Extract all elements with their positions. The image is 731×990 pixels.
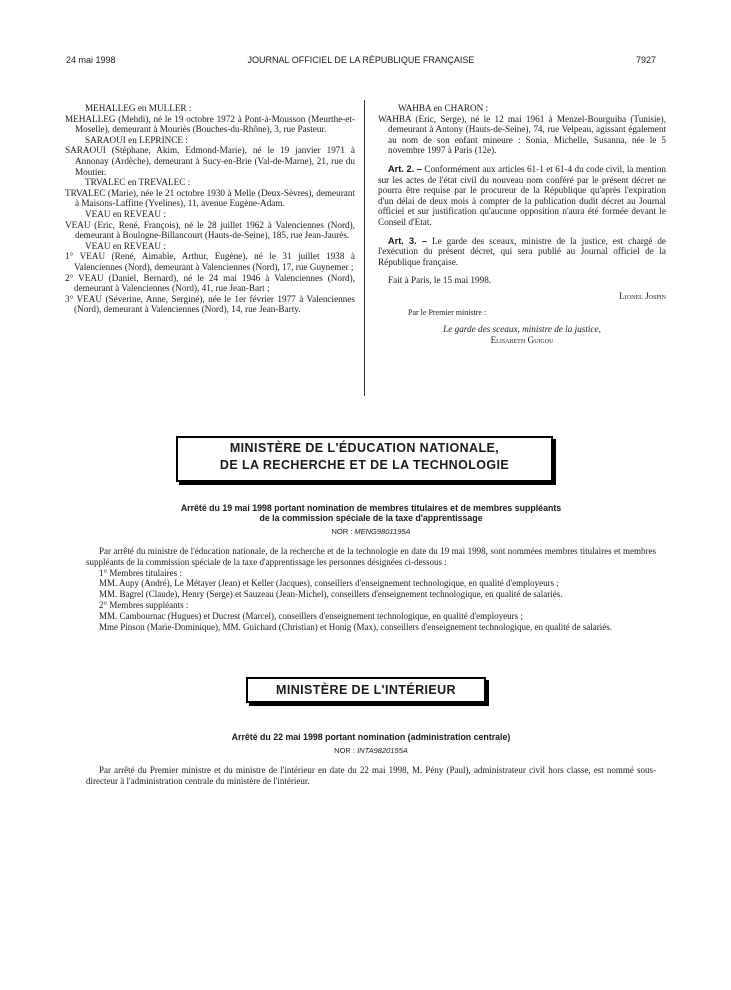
signing-date: Fait à Paris, le 15 mai 1998. <box>388 275 492 286</box>
nor-reference <box>86 746 656 755</box>
section-title: VEAU en REVEAU : <box>85 208 166 219</box>
name-change-section <box>65 135 355 177</box>
titulaires-line: MM. Bagrel (Claude), Henry (Serge) et Sauzeau (Jean-Michel), conseillers d'enseignement technologique, en qualité de salariés. <box>99 589 563 600</box>
article-3-label: Art. 3. – <box>388 235 428 246</box>
section-entry: VEAU (Eric, René, François), né le 28 juillet 1962 à Valenciennes (Nord), demeurant à Boulogne-Billancourt (Hauts-de-Seine), 185, rue Jean-Jaurès. <box>65 219 355 241</box>
article-2-label: Art. 2. – <box>388 163 422 174</box>
section-list-item: 1° VEAU (René, Aimable, Arthur, Eugène), né le 31 juillet 1938 à Valenciennes (Nord), demeurant à Valenciennes (Nord), 17, rue Guynemer ; <box>65 251 355 272</box>
ministry-education-heading <box>176 436 553 482</box>
suppleants-line: Mme Pinson (Marie-Dominique), MM. Guichard (Christian) et Honig (Max), conseillers d'enseignement technologique, en qualité de salariés. <box>99 621 612 632</box>
section-title: VEAU en REVEAU : <box>85 240 166 251</box>
ministry-interior-heading <box>246 677 486 703</box>
by-prime-minister: Par le Premier ministre : <box>408 307 487 317</box>
name-change-section <box>65 241 355 315</box>
decree-title <box>86 503 656 523</box>
decree-apprenticeship-tax <box>86 503 656 632</box>
header-date: 24 mai 1998 <box>66 55 116 65</box>
section-title: TRVALEC en TREVALEC : <box>85 177 191 188</box>
article-2-text: Conformément aux articles 61-1 et 61-4 du code civil, la mention sur les actes de l'état civil du nouveau nom conféré par le présent décret ne pourra être requise par le procureur de la République qu'après l'expiration d'un délai de deux mois à compter de la publication dudit décret au Journal officiel et sur justification qu'aucune opposition n'aura été formée devant le Conseil d'Etat. <box>378 163 667 227</box>
decree-text: Par arrêté du Premier ministre et du ministre de l'intérieur en date du 22 mai 1998, M. Pény (Paul), administrateur civil hors classe, est nommé sous-directeur à l'administration centrale du ministère de l'intérieur. <box>86 765 656 786</box>
decree-title: Arrêté du 22 mai 1998 portant nomination (administration centrale) <box>231 732 511 742</box>
decree-title-line: Arrêté du 19 mai 1998 portant nomination de membres titulaires et de membres suppléants <box>180 503 562 513</box>
running-header <box>66 55 656 69</box>
ministry-heading-line: MINISTÈRE DE L'ÉDUCATION NATIONALE, <box>229 441 500 455</box>
article-2 <box>378 164 666 228</box>
section-list-item: 3° VEAU (Séverine, Anne, Serginé), née le 1er février 1977 à Valenciennes (Nord), demeurant à Valenciennes (Nord), 14, rue Jean-Barty. <box>65 293 355 315</box>
section-entry: WAHBA (Eric, Serge), né le 12 mai 1961 à Menzel-Bourguiba (Tunisie), demeurant à Antony (Hauts-de-Seine), 74, rue Velpeau, agissant également au nom de son enfant mineure : Sonia, Michelle, Susanna, née le 5 novembre 1997 à Paris (12e). <box>378 113 666 156</box>
header-title: JOURNAL OFFICIEL DE LA RÉPUBLIQUE FRANÇAISE <box>247 55 475 65</box>
minister-role: Le garde des sceaux, ministre de la justice, <box>443 324 601 335</box>
minister-signature: Elisabeth Guigou <box>490 334 554 345</box>
section-title: MEHALLEG en MULLER : <box>85 103 192 113</box>
section-entry: TRVALEC (Marie), née le 21 octobre 1930 à Melle (Deux-Sèvres), demeurant à Maisons-Laffitte (Yvelines), 11, avenue Eugène-Adam. <box>65 187 355 209</box>
ministry-heading-line: MINISTÈRE DE L'INTÉRIEUR <box>276 683 456 697</box>
column-divider <box>364 100 365 396</box>
section-title: WAHBA en CHARON : <box>398 103 489 113</box>
nor-value: MENG9801195A <box>354 527 411 536</box>
name-change-section <box>65 103 355 135</box>
suppleants-line: MM. Cambournac (Hugues) et Ducrest (Marcel), conseillers d'enseignement technologique, en qualité d'employeurs ; <box>99 610 523 621</box>
titulaires-line: MM. Aupy (André), Le Métayer (Jean) et Keller (Jacques), conseillers d'enseignement technologique, en qualité d'employeurs ; <box>99 578 559 589</box>
decree-body <box>86 546 656 632</box>
section-entry: SARAOUI (Stéphane, Akim, Edmond-Marie), né le 19 janvier 1971 à Annonay (Ardèche), demeurant à Sucy-en-Brie (Val-de-Marne), 21, rue du Moutier. <box>65 145 355 177</box>
nor-label: NOR : <box>334 746 355 755</box>
ministry-heading-line: DE LA RECHERCHE ET DE LA TECHNOLOGIE <box>219 458 510 472</box>
article-3 <box>378 236 666 268</box>
decree-title-line: de la commission spéciale de la taxe d'apprentissage <box>259 513 483 523</box>
section-list-item: 2° VEAU (Daniel, Bernard), né le 24 mai 1946 à Valenciennes (Nord), demeurant à Valenciennes (Nord), 41, rue Jean-Bart ; <box>65 272 355 294</box>
name-change-section <box>65 209 355 241</box>
suppleants-heading: 2° Membres suppléants : <box>99 599 189 610</box>
nor-reference <box>86 527 656 536</box>
decree-body <box>86 765 656 787</box>
nor-label: NOR : <box>331 527 353 536</box>
decree-central-administration <box>86 732 656 787</box>
section-title: SARAOUI en LEPRINCE : <box>85 134 188 145</box>
name-change-section <box>65 177 355 209</box>
article-3-text: Le garde des sceaux, ministre de la justice, est chargé de l'exécution du présent décret, qui sera publié au Journal officiel de la République française. <box>378 235 666 267</box>
section-entry: MEHALLEG (Mehdi), né le 19 octobre 1972 à Pont-à-Mousson (Meurthe-et-Moselle), demeurant à Mouriès (Bouches-du-Rhône), 3, rue Pasteur. <box>65 113 355 135</box>
decree-intro: Par arrêté du ministre de l'éducation nationale, de la recherche et de la technologie en date du 19 mai 1998, sont nommées membres titulaires et membres suppléants de la commission spéciale de la taxe d'apprentissage les personnes désignées ci-dessous : <box>86 546 656 567</box>
right-column <box>378 103 666 345</box>
titulaires-heading: 1° Membres titulaires : <box>99 567 182 578</box>
prime-minister-signature: Lionel Jospin <box>619 290 666 301</box>
header-page-number: 7927 <box>635 55 656 65</box>
nor-value: INTA9820155A <box>357 746 408 755</box>
left-column <box>65 103 355 315</box>
